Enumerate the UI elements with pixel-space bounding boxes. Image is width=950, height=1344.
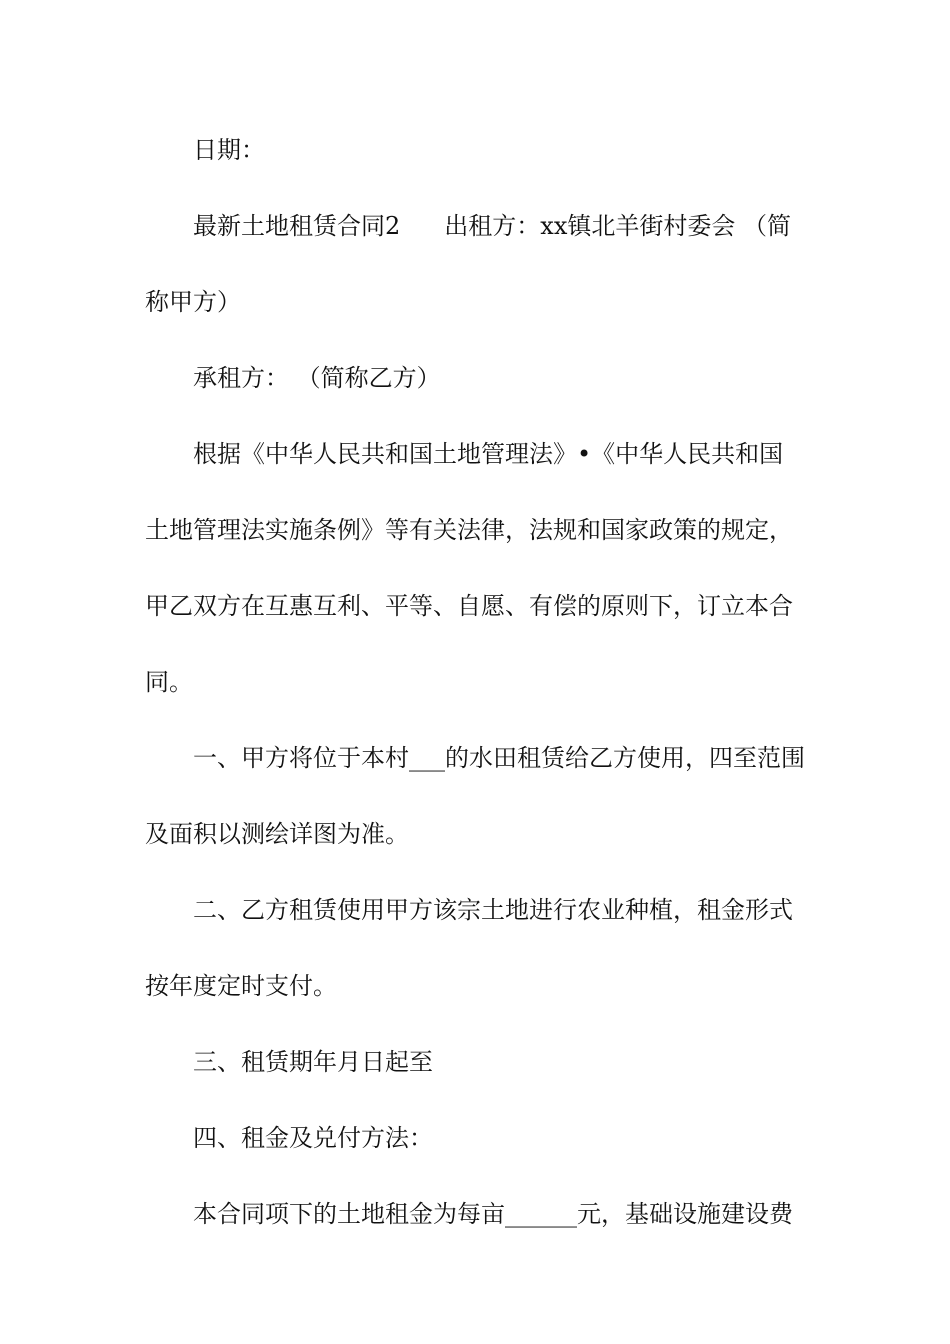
- preamble-line-3: 甲乙双方在互惠互利、平等、自愿、有偿的原则下，订立本合: [145, 592, 793, 620]
- document-body: [145, 112, 810, 1252]
- lessee-line: 承租方： （简称乙方）: [193, 364, 441, 392]
- clause-2-line-1: 二、乙方租赁使用甲方该宗土地进行农业种植，租金形式: [193, 896, 793, 924]
- clause-1-line-2: 及面积以测绘详图为准。: [145, 820, 409, 848]
- lessor-line-cont: 称甲方）: [145, 288, 241, 316]
- lessor-line: 出租方：xx镇北羊街村委会 （简: [444, 212, 791, 240]
- clause-1-line-1: 一、甲方将位于本村___的水田租赁给乙方使用，四至范围: [193, 744, 805, 772]
- contract-title: 最新土地租赁合同2: [193, 212, 401, 240]
- preamble-line-2: 土地管理法实施条例》等有关法律，法规和国家政策的规定，: [145, 516, 793, 544]
- contract-title-line: [145, 188, 810, 264]
- rent-line-1: 本合同项下的土地租金为每亩______元，基础设施建设费: [193, 1200, 793, 1228]
- clause-3-line-1: 三、租赁期年月日起至: [193, 1048, 433, 1076]
- date-label: 日期：: [193, 136, 265, 164]
- clause-4-heading: 四、租金及兑付方法：: [193, 1124, 433, 1152]
- preamble-line-4: 同。: [145, 668, 193, 696]
- preamble-line-1: 根据《中华人民共和国土地管理法》•《中华人民共和国: [193, 440, 784, 468]
- clause-2-line-2: 按年度定时支付。: [145, 972, 337, 1000]
